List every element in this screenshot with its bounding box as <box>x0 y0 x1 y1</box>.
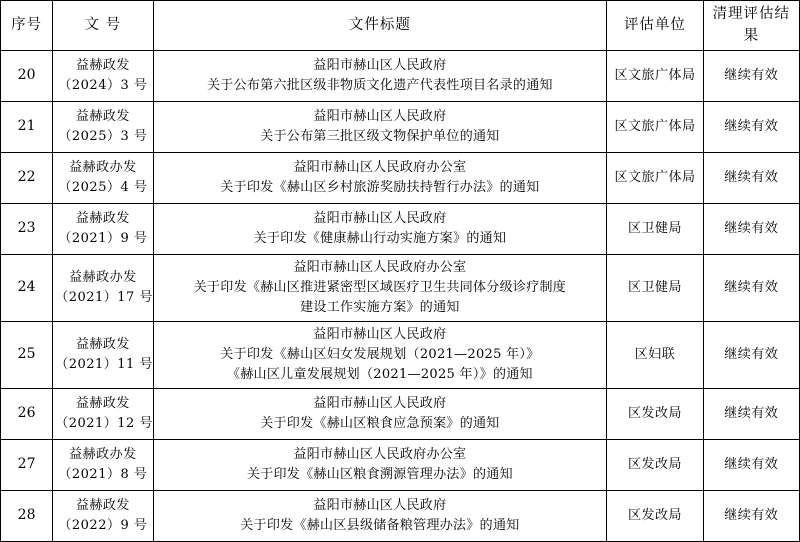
title-line: 关于印发《赫山区推进紧密型区域医疗卫生共同体分级诊疗制度 <box>193 279 567 295</box>
title-line: 益阳市赫山区人民政府办公室 <box>293 259 467 275</box>
title-line: 关于印发《赫山区粮食溯源管理办法》的通知 <box>246 466 513 482</box>
cell-doc-number <box>53 203 153 254</box>
table-row <box>1 203 800 254</box>
cell-doc-number <box>53 388 153 439</box>
cell-doc-number <box>53 321 153 388</box>
cell-result: 继续有效 <box>703 203 799 254</box>
table-header <box>1 1 800 51</box>
title-line: 益阳市赫山区人民政府 <box>313 57 447 73</box>
title-line: 关于印发《赫山区妇女发展规划（2021—2025 年）》 <box>220 346 540 362</box>
title-line: 关于印发《健康赫山行动实施方案》的通知 <box>253 230 507 246</box>
cell-title <box>153 254 607 321</box>
cell-unit: 区卫健局 <box>607 203 703 254</box>
doc-number-line: （2021）11 号 <box>55 356 153 372</box>
cell-unit: 区发改局 <box>607 439 703 490</box>
cell-doc-number <box>53 101 153 152</box>
cell-sequence: 25 <box>1 321 53 388</box>
title-line: 益阳市赫山区人民政府 <box>313 210 447 226</box>
cell-sequence: 20 <box>1 50 53 101</box>
cell-unit: 区发改局 <box>607 490 703 541</box>
cell-doc-number <box>53 152 153 203</box>
doc-number-line: 益赫政办发 <box>69 269 137 285</box>
column-header-unit: 评估单位 <box>607 1 703 51</box>
cell-sequence: 24 <box>1 254 53 321</box>
doc-number-line: 益赫政发 <box>75 108 130 124</box>
cell-sequence: 23 <box>1 203 53 254</box>
cell-sequence: 22 <box>1 152 53 203</box>
cell-doc-number <box>53 439 153 490</box>
title-line: 益阳市赫山区人民政府 <box>313 395 447 411</box>
table-row <box>1 152 800 203</box>
title-line: 关于印发《赫山区县级储备粮管理办法》的通知 <box>240 517 520 533</box>
doc-number-line: （2024）3 号 <box>58 77 148 93</box>
cell-sequence: 26 <box>1 388 53 439</box>
table-row <box>1 50 800 101</box>
table-header-row <box>1 1 800 51</box>
cell-title <box>153 101 607 152</box>
title-line: 建设工作实施方案》的通知 <box>300 300 460 315</box>
cell-title <box>153 152 607 203</box>
doc-number-line: （2021）12 号 <box>55 415 153 431</box>
cell-title <box>153 388 607 439</box>
table-row <box>1 388 800 439</box>
title-line: 关于公布第六批区级非物质文化遗产代表性项目名录的通知 <box>207 77 553 93</box>
cell-title <box>153 490 607 541</box>
title-line: 《赫山区儿童发展规划（2021—2025 年）》的通知 <box>226 367 533 382</box>
title-line: 益阳市赫山区人民政府 <box>313 497 447 513</box>
table-row <box>1 321 800 388</box>
title-line: 关于公布第三批区级文物保护单位的通知 <box>260 128 500 144</box>
doc-number-line: （2025）4 号 <box>58 179 148 195</box>
column-header-doc-number: 文 号 <box>53 1 153 51</box>
table-row <box>1 101 800 152</box>
doc-number-line: 益赫政办发 <box>69 446 137 462</box>
cell-result: 继续有效 <box>703 50 799 101</box>
doc-number-line: （2021）8 号 <box>58 466 148 482</box>
doc-number-line: （2021）9 号 <box>58 230 148 246</box>
cell-result: 继续有效 <box>703 439 799 490</box>
cell-doc-number <box>53 490 153 541</box>
cell-unit: 区文旅广体局 <box>607 50 703 101</box>
cell-result: 继续有效 <box>703 490 799 541</box>
cell-unit: 区妇联 <box>607 321 703 388</box>
cell-title <box>153 321 607 388</box>
title-line: 益阳市赫山区人民政府办公室 <box>293 446 467 462</box>
cell-result: 继续有效 <box>703 388 799 439</box>
column-header-title: 文件标题 <box>153 1 607 51</box>
cell-result: 继续有效 <box>703 152 799 203</box>
column-header-result: 清理评估结果 <box>703 1 799 51</box>
cell-result: 继续有效 <box>703 254 799 321</box>
doc-number-line: 益赫政发 <box>75 497 130 513</box>
doc-number-line: 益赫政发 <box>75 336 130 352</box>
title-line: 益阳市赫山区人民政府 <box>313 326 447 342</box>
title-line: 益阳市赫山区人民政府办公室 <box>293 159 467 175</box>
title-line: 关于印发《赫山区乡村旅游奖励扶持暂行办法》的通知 <box>220 179 540 195</box>
cell-unit: 区文旅广体局 <box>607 152 703 203</box>
table-row <box>1 490 800 541</box>
doc-number-line: 益赫政发 <box>75 210 130 226</box>
cell-unit: 区卫健局 <box>607 254 703 321</box>
table-body <box>1 50 800 541</box>
cell-title <box>153 439 607 490</box>
doc-number-line: （2021）17 号 <box>55 289 153 305</box>
column-header-sequence: 序号 <box>1 1 53 51</box>
table-row <box>1 254 800 321</box>
doc-number-line: （2025）3 号 <box>58 128 148 144</box>
cell-result: 继续有效 <box>703 321 799 388</box>
title-line: 益阳市赫山区人民政府 <box>313 108 447 124</box>
doc-number-line: 益赫政办发 <box>69 159 137 175</box>
cell-title <box>153 203 607 254</box>
cell-result: 继续有效 <box>703 101 799 152</box>
title-line: 关于印发《赫山区粮食应急预案》的通知 <box>260 415 500 431</box>
cell-sequence: 28 <box>1 490 53 541</box>
table-row <box>1 439 800 490</box>
cell-doc-number <box>53 254 153 321</box>
doc-number-line: 益赫政发 <box>75 395 130 411</box>
cell-doc-number <box>53 50 153 101</box>
cell-sequence: 21 <box>1 101 53 152</box>
cell-unit: 区发改局 <box>607 388 703 439</box>
doc-number-line: （2022）9 号 <box>58 517 148 533</box>
doc-number-line: 益赫政发 <box>75 57 130 73</box>
cell-unit: 区文旅广体局 <box>607 101 703 152</box>
cell-title <box>153 50 607 101</box>
cell-sequence: 27 <box>1 439 53 490</box>
